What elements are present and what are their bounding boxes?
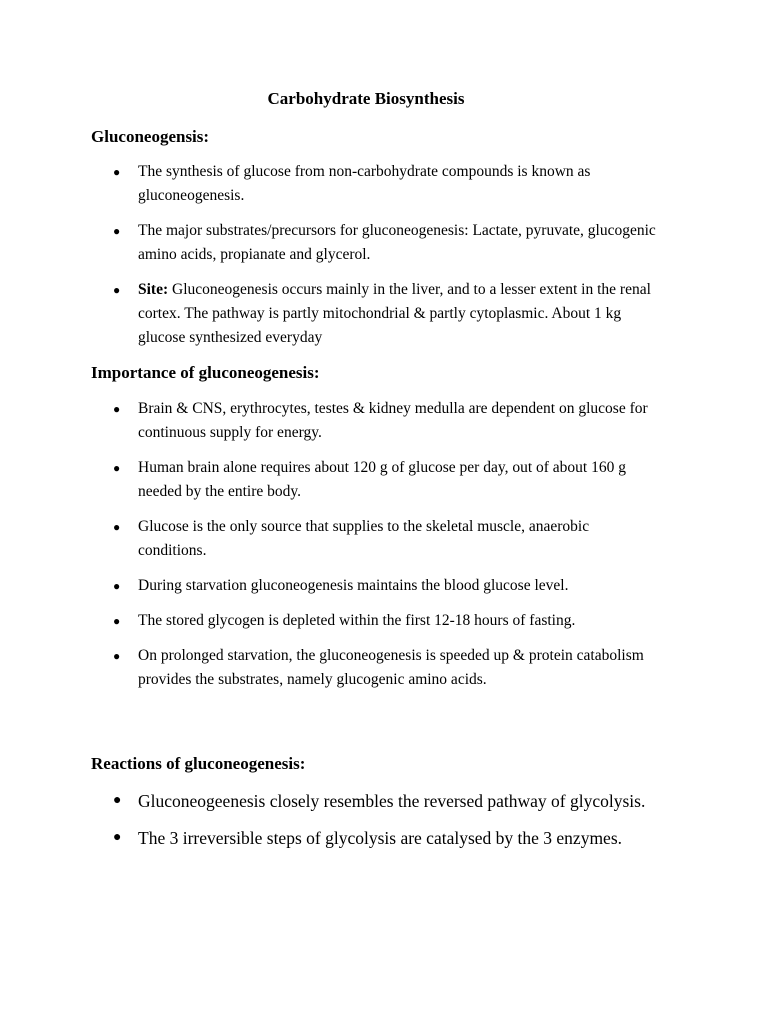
list-item xyxy=(0,278,768,350)
reactions-list xyxy=(0,787,768,861)
document-title: Carbohydrate Biosynthesis xyxy=(267,89,465,108)
bullet-icon: ● xyxy=(113,520,121,534)
list-item-text: The major substrates/precursors for gluconeogenesis: Lactate, pyruvate, glucogenic amino acids, propianate and glycerol. xyxy=(138,222,656,263)
bullet-icon: ● xyxy=(113,579,121,593)
section-heading-importance: Importance of gluconeogenesis: xyxy=(91,363,320,382)
bullet-icon: ● xyxy=(113,614,121,628)
list-item xyxy=(0,515,768,563)
bullet-icon: ● xyxy=(113,224,121,238)
list-item xyxy=(0,787,768,815)
list-item xyxy=(0,824,768,852)
section-heading-gluconeogenesis: Gluconeogensis: xyxy=(91,127,210,146)
bullet-icon: ● xyxy=(113,649,121,663)
list-item xyxy=(0,397,768,445)
list-item-text: Gluconeogeenesis closely resembles the reversed pathway of glycolysis. xyxy=(138,791,646,811)
list-item-text: Human brain alone requires about 120 g of glucose per day, out of about 160 g needed by the entire body. xyxy=(138,459,626,500)
list-item xyxy=(0,644,768,692)
bullet-icon: ● xyxy=(113,793,122,808)
gluconeogenesis-list xyxy=(0,160,768,361)
list-item-text: Gluconeogenesis occurs mainly in the liver, and to a lesser extent in the renal cortex. The pathway is partly mitochondrial & partly cytoplasmic. About 1 kg glucose synthesized everyday xyxy=(138,281,651,346)
bullet-icon: ● xyxy=(113,461,121,475)
importance-list xyxy=(0,397,768,703)
list-item xyxy=(0,456,768,504)
bullet-icon: ● xyxy=(113,402,121,416)
list-item xyxy=(0,219,768,267)
list-item-text: The stored glycogen is depleted within the first 12-18 hours of fasting. xyxy=(138,612,576,629)
list-item xyxy=(0,160,768,208)
list-item-text: Glucose is the only source that supplies to the skeletal muscle, anaerobic conditions. xyxy=(138,518,590,559)
bullet-icon: ● xyxy=(113,283,121,297)
section-heading-reactions: Reactions of gluconeogenesis: xyxy=(91,754,306,773)
list-item xyxy=(0,574,768,598)
list-item-text: On prolonged starvation, the gluconeogenesis is speeded up & protein catabolism provides the substrates, namely glucogenic amino acids. xyxy=(138,647,644,688)
list-item-text: During starvation gluconeogenesis maintains the blood glucose level. xyxy=(138,577,569,594)
bullet-icon: ● xyxy=(113,830,122,845)
list-item-text: The 3 irreversible steps of glycolysis are catalysed by the 3 enzymes. xyxy=(138,828,623,848)
site-label: Site: xyxy=(138,281,169,298)
bullet-icon: ● xyxy=(113,165,121,179)
list-item xyxy=(0,609,768,633)
list-item-text: The synthesis of glucose from non-carbohydrate compounds is known as gluconeogenesis. xyxy=(138,163,591,204)
list-item-text: Brain & CNS, erythrocytes, testes & kidney medulla are dependent on glucose for continuous supply for energy. xyxy=(138,400,648,441)
